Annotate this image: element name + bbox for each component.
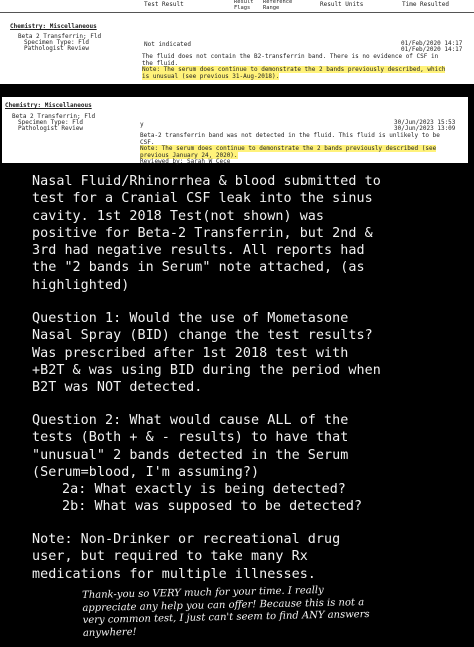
comment-line: CSF. [140, 138, 155, 146]
col-reference-range-2: Range [263, 5, 280, 11]
question-1: Question 1: Would the use of Mometasone Nasal Spray (BID) change the test results? Was prescribed after 1st 2018 test with +B2T & was using BID during the period when B2T was NOT detected. [32, 311, 381, 396]
thanks-line: very common test, I just can't seem to find ANY answers [82, 609, 370, 627]
lab-report-2020 [0, 0, 474, 84]
specimen-type: Specimen Type: Fld [18, 119, 84, 126]
section-title: Chemistry: Miscellaneous [10, 23, 97, 30]
col-reference-range-1: Reference [263, 0, 293, 5]
time-resulted-1: 01/Feb/2020 14:17 [401, 40, 463, 47]
pathologist-review: Pathologist Review [18, 125, 84, 132]
test-name: Beta 2 Transferrin; Fld [12, 113, 96, 120]
result-value: Not indicated [144, 41, 191, 48]
result-comment [140, 132, 440, 166]
col-time-resulted: Time Resulted [402, 1, 449, 8]
question-2b: 2b: What was supposed to be detected? [62, 499, 363, 514]
comment-line: The fluid does not contain the B2-transferrin band. There is no evidence of CSF in [142, 53, 439, 60]
comment-line: the fluid. [142, 59, 179, 67]
lab-report-2023 [2, 97, 468, 166]
personal-note: Note: Non-Drinker or recreational drug user, but required to take many Rx medications for multiple illnesses. [32, 532, 341, 582]
time-resulted-2: 01/Feb/2020 14:17 [401, 46, 463, 53]
col-result-units: Result Units [320, 1, 364, 8]
cut-off-line: Reviewed by: Sarah W Cece [140, 158, 231, 166]
comment-line: Beta-2 transferrin band was not detected in the fluid. This fluid is unlikely to be [140, 132, 440, 139]
time-resulted-2: 30/Jun/2023 13:09 [394, 125, 456, 132]
pathologist-review: Pathologist Review [24, 45, 90, 52]
highlighted-note-line: is unusual (see previous 31-Aug-2018). [142, 72, 280, 80]
highlighted-note-line: Note: The serum does continue to demonstrate the 2 bands previously described (see [140, 145, 437, 153]
thanks-line: appreciate any help you can offer! Because this is not a [82, 596, 365, 614]
thanks-line: anywhere! [82, 626, 137, 639]
result-comment [142, 54, 445, 80]
question-2a: 2a: What exactly is being detected? [62, 482, 346, 497]
col-result-flags-1: Result [234, 0, 254, 5]
question-2: Question 2: What would cause ALL of the tests (Both + & - results) to have that "unusual" 2 bands detected in the Serum (Serum=blood, I'm assuming?) [32, 413, 349, 480]
thank-you-note [82, 584, 370, 640]
specimen-type: Specimen Type: Fld [24, 39, 90, 46]
section-title: Chemistry: Miscellaneous [5, 102, 92, 109]
test-name: Beta 2 Transferrin; Fld [18, 33, 102, 40]
highlighted-note-line: Note: The serum does continue to demonstrate the 2 bands previously described, which [142, 66, 446, 74]
post-intro: Nasal Fluid/Rhinorrhea & blood submitted to test for a Cranial CSF leak into the sinus cavity. 1st 2018 Test(not shown) was positive for Beta-2 Transferrin, but 2nd & 3rd had negative results. All reports had the "2 bands in Serum" note attached, (as highlighted) [32, 174, 381, 293]
col-result-flags-2: Flags [234, 5, 251, 11]
header-divider [0, 12, 474, 13]
time-resulted-1: 30/Jun/2023 15:53 [394, 119, 456, 126]
result-value: y [140, 121, 144, 128]
thanks-line: Thank-you so VERY much for your time. I really [82, 584, 324, 601]
col-test-result: Test Result [144, 1, 184, 8]
highlighted-note-line: previous January 24, 2020). [140, 151, 238, 159]
